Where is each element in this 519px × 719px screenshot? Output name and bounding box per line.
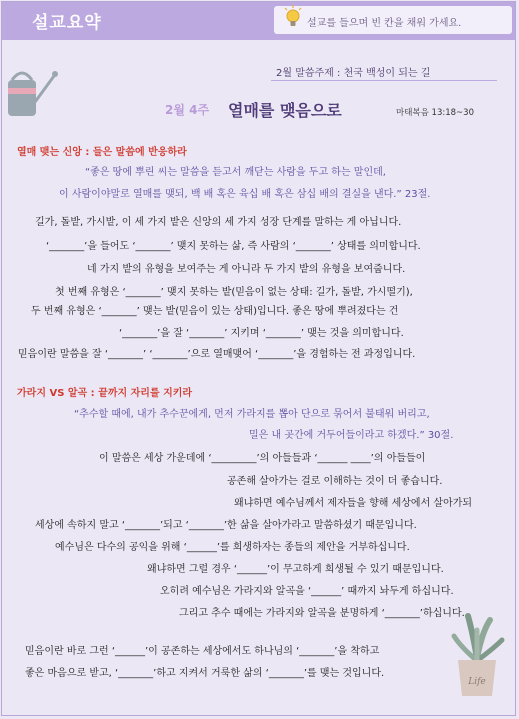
section1-quote-line: 이 사람이야말로 열매를 맺되, 백 배 혹은 육십 배 혹은 삼십 배의 결실을 낸다.” 23절. [59, 189, 431, 200]
section1-line: 길가, 돌밭, 가시밭, 이 세 가지 밭은 신앙의 세 가지 성장 단계를 말하는 게 아닙니다. [35, 217, 402, 228]
header-note: 설교를 들으며 빈 칸을 채워 가세요. [307, 18, 462, 29]
section1-heading: 열매 맺는 신앙 : 들은 말씀에 반응하라 [17, 147, 187, 158]
section2-line: 세상에 속하지 말고 ‘_______’되고 ‘_______’한 삶을 살아가라고 말씀하셨기 때문입니다. [35, 520, 417, 531]
header-title: 설교요약 [32, 13, 102, 33]
section2-line: 그리고 추수 때에는 가라지와 알곡을 분명하게 ‘_______’하십니다. [179, 608, 465, 619]
section2-heading: 가라지 VS 알곡 : 끝까지 자리를 지키라 [17, 388, 193, 399]
monthly-theme: 2월 말씀주제 : 천국 백성이 되는 길 [276, 68, 431, 79]
scripture-reference: 마태복음 13:18~30 [396, 108, 474, 118]
section1-line: ‘_______’을 들어도 ‘_______’ 맺지 못하는 삶, 즉 사람의 ‘_______’ 상태를 의미합니다. [46, 241, 421, 252]
page-title: 열매를 맺음으로 [228, 101, 342, 120]
lightbulb-icon [283, 5, 303, 29]
potted-plant-icon [446, 610, 508, 700]
closing-line: 좋은 마음으로 받고, ‘_______’하고 지켜서 거룩한 삶의 ‘_______’를 맺는 것입니다. [25, 668, 385, 679]
section1-line: ‘_______’을 잘 ‘_______’ 지키며 ‘_______’ 맺는 것을 의미합니다. [119, 328, 404, 339]
section2-line: 공존해 살아가는 걸로 이해하는 것이 더 좋습니다. [227, 476, 443, 487]
section1-line: 두 번째 유형은 ‘_______’ 맺는 밭(믿음이 있는 상태)입니다. 좋은 땅에 뿌려졌다는 건 [31, 306, 399, 317]
section2-line: 오히려 예수님은 가라지와 알곡을 ‘______’ 때까지 놔두게 하십니다. [160, 586, 454, 597]
watering-can-icon [2, 58, 62, 124]
section2-quote-line: 밀은 내 곳간에 거두어들이라고 하겠다.” 30절. [249, 430, 454, 441]
section1-line: 믿음이란 말씀을 잘 ‘_______’ ‘_______’으로 열매맺어 ‘_______’을 경험하는 전 과정입니다. [18, 349, 416, 360]
section2-line: 예수님은 다수의 공익을 위해 ‘______’를 희생하자는 종들의 제안을 거부하십니다. [55, 542, 410, 553]
title-week: 2월 4주 [165, 103, 210, 117]
section2-quote-line: “추수할 때에, 내가 추수꾼에게, 먼저 가라지를 뽑아 단으로 묶어서 불태워 버리고, [74, 409, 430, 420]
section2-line: 왜냐하면 예수님께서 제자들을 향해 세상에서 살아가되 [234, 498, 473, 509]
section1-quote-line: “좋은 땅에 뿌린 씨는 말씀을 듣고서 깨닫는 사람을 두고 하는 말인데, [85, 167, 386, 178]
section1-line: 네 가지 밭의 유형을 보여주는 게 아니라 두 가지 밭의 유형을 보여줍니다. [87, 264, 406, 275]
section1-line: 첫 번째 유형은 ‘_______’ 맺지 못하는 밭(믿음이 없는 상태: 길가, 돌밭, 가시떨기), [55, 287, 413, 298]
closing-line: 믿음이란 바로 그런 ‘______’이 공존하는 세상에서도 하나님의 ‘_______’을 착하고 [25, 646, 380, 657]
section2-line: 왜냐하면 그럴 경우 ‘______’이 무고하게 희생될 수 있기 때문입니다. [147, 564, 444, 575]
section2-line: 이 말씀은 세상 가운데에 ‘_________’의 아들들과 ‘______ ____’의 아들들이 [99, 453, 426, 464]
plant-label: Life [468, 677, 486, 687]
